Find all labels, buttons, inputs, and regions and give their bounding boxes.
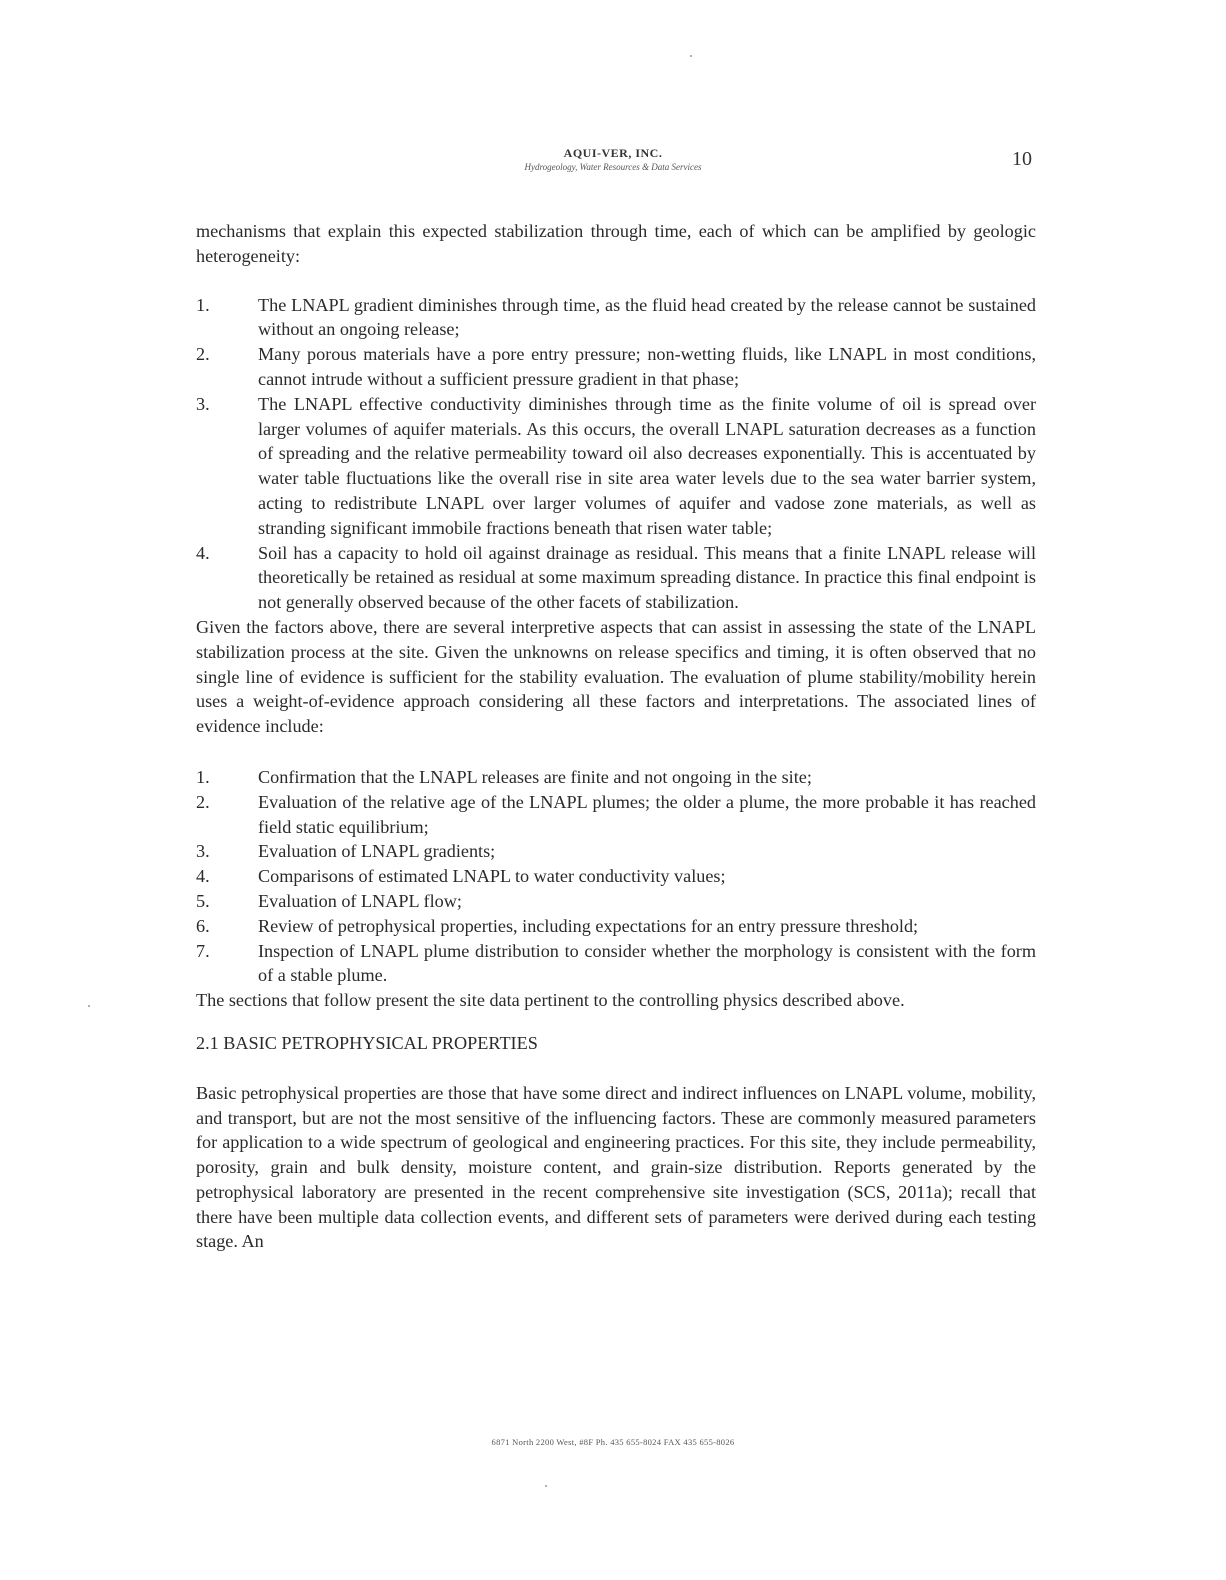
list-item — [196, 839, 1036, 864]
list-number: 2. — [196, 791, 210, 812]
list-text: Many porous materials have a pore entry pressure; non-wetting fluids, like LNAPL in most conditions, cannot intrude without a sufficient pressure gradient in that phase; — [258, 344, 1036, 389]
list-text: Evaluation of LNAPL gradients; — [258, 841, 496, 862]
list-number: 7. — [196, 940, 210, 961]
list-number: 4. — [196, 542, 210, 563]
list-text: The LNAPL effective conductivity diminishes through time as the finite volume of oil is spread over larger volumes of aquifer materials. As this occurs, the overall LNAPL saturation decreases as a function of spreading and the relative permeability toward oil also decreases exponentially. This is accentuated by water table fluctuations like the overall rise in site area water levels due to the sea water barrier system, acting to redistribute LNAPL over larger volumes of aquifer and vadose zone materials, as well as stranding significant immobile fractions beneath that risen water table; — [258, 393, 1036, 538]
list-text: Evaluation of the relative age of the LNAPL plumes; the older a plume, the more probable it has reached field static equilibrium; — [258, 791, 1036, 837]
list-number: 6. — [196, 915, 210, 936]
list-item — [196, 914, 1036, 939]
list-text: Confirmation that the LNAPL releases are finite and not ongoing in the site; — [258, 766, 812, 787]
company-tagline: Hydrogeology, Water Resources & Data Services — [524, 162, 702, 172]
scan-speck — [690, 55, 692, 57]
list-item — [196, 541, 1036, 615]
scan-speck — [88, 1005, 90, 1007]
list-text: Inspection of LNAPL plume distribution to consider whether the morphology is consistent with the form of a stable plume. — [258, 940, 1036, 986]
list-number: 4. — [196, 866, 210, 887]
letterhead — [0, 146, 1226, 172]
list-text: The LNAPL gradient diminishes through time, as the fluid head created by the release cannot be sustained without an ongoing release; — [258, 294, 1036, 340]
list-text: Evaluation of LNAPL flow; — [258, 890, 462, 911]
petrophysical-paragraph: Basic petrophysical properties are those that have some direct and indirect influences on LNAPL volume, mobility, and transport, but are not the most sensitive of the influencing factors. These are commonly measured parameters for application to a wide spectrum of geological and engineering practices. For this site, they include permeability, porosity, grain and bulk density, moisture content, and grain-size distribution. Reports generated by the petrophysical laboratory are presented in the recent comprehensive site investigation (SCS, 2011a); recall that there have been multiple data collection events, and different sets of parameters were derived during each testing stage. An — [196, 1082, 1036, 1252]
stabilization-mechanisms-list — [196, 293, 1036, 615]
list-number: 2. — [196, 344, 210, 365]
list-text: Review of petrophysical properties, including expectations for an entry pressure threshold; — [258, 915, 919, 936]
intro-paragraph: mechanisms that explain this expected stabilization through time, each of which can be amplified by geologic heterogeneity: — [196, 221, 1036, 266]
scan-speck — [545, 1485, 547, 1487]
body-text — [196, 219, 1036, 1254]
list-item — [196, 342, 1036, 392]
page-number: 10 — [1012, 148, 1032, 170]
list-number: 3. — [196, 393, 210, 414]
list-item — [196, 293, 1036, 343]
list-number: 3. — [196, 841, 210, 862]
evidence-paragraph: Given the factors above, there are several interpretive aspects that can assist in assessing the state of the LNAPL stabilization process at the site. Given the unknowns on release specifics and timing, it is often observed that no single line of evidence is sufficient for the stability evaluation. The evaluation of plume stability/mobility herein uses a weight-of-evidence approach considering all these factors and interpretations. The associated lines of evidence include: — [196, 616, 1036, 737]
list-item — [196, 790, 1036, 840]
section-heading: 2.1 BASIC PETROPHYSICAL PROPERTIES — [196, 1032, 538, 1053]
company-name: AQUI-VER, INC. — [563, 146, 663, 160]
list-number: 5. — [196, 890, 210, 911]
list-item — [196, 939, 1036, 989]
lines-of-evidence-list — [196, 765, 1036, 988]
list-number: 1. — [196, 766, 210, 787]
list-number: 1. — [196, 294, 210, 315]
list-text: Comparisons of estimated LNAPL to water conductivity values; — [258, 866, 726, 887]
footer-address: 6871 North 2200 West, #8F Ph. 435 655-8024 FAX 435 655-8026 — [491, 1437, 735, 1447]
list-item — [196, 864, 1036, 889]
list-item — [196, 392, 1036, 541]
list-text: Soil has a capacity to hold oil against drainage as residual. This means that a finite LNAPL release will theoretically be retained as residual at some maximum spreading distance. In practice this final endpoint is not generally observed because of the other facets of stabilization. — [258, 542, 1036, 613]
list-item — [196, 889, 1036, 914]
list-item — [196, 765, 1036, 790]
transition-paragraph: The sections that follow present the site data pertinent to the controlling physics described above. — [196, 990, 905, 1011]
